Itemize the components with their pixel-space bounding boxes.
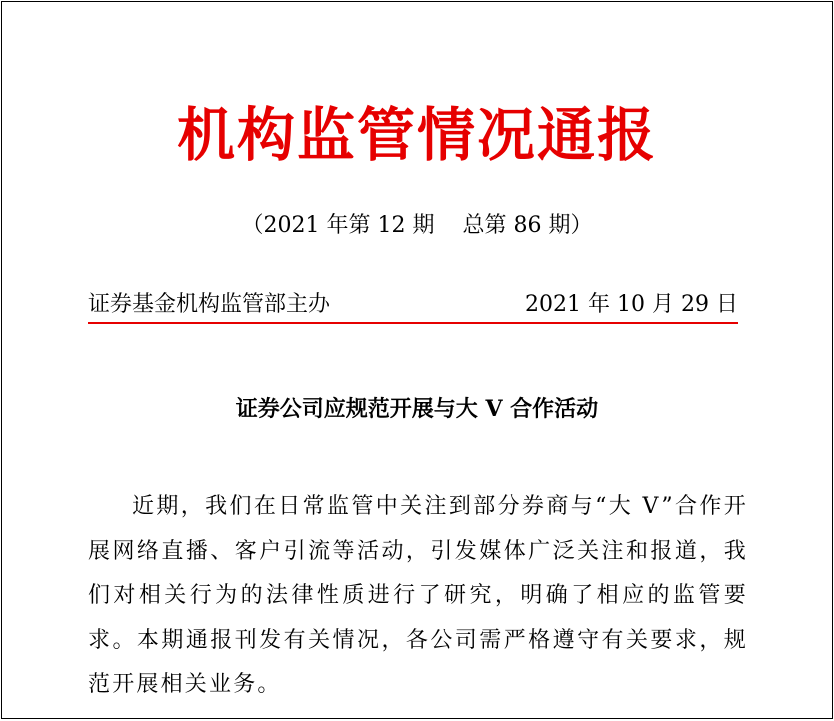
publish-date: 2021 年 10 月 29 日: [525, 292, 738, 317]
article-title: 证券公司应规范开展与大 V 合作活动: [235, 396, 599, 422]
document-page: [1, 1, 833, 719]
issue-number: （2021 年第 12 期 总第 86 期）: [241, 213, 593, 238]
red-divider-rule: [88, 322, 738, 324]
masthead-title: 机构监管情况通报: [176, 101, 657, 169]
article-body: 近期，我们在日常监管中关注到部分券商与“大 V”合作开展网络直播、客户引流等活动，引发媒体广泛关注和报道，我们对相关行为的法律性质进行了研究，明确了相应的监管要求。本期通报刊发有关情况，各公司需严格遵守有关要求，规范开展相关业务。: [88, 494, 748, 697]
sponsor-row: [88, 290, 738, 324]
sponsor-department: 证券基金机构监管部主办: [88, 292, 331, 317]
